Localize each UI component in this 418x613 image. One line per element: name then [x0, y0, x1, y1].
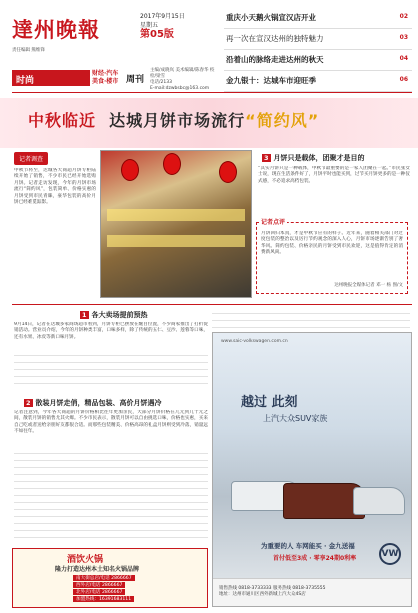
ad-offer: 首付低至3成 · 零享24期0利率: [273, 555, 357, 562]
sec1-body: 9月14日，记者在达城多家商场超市看到，月饼专柜已摆放在醒目位置，不少商家推出了打折促销活动。营业员介绍，今年的月饼种类丰富，口味多样，除了传统的五仁、豆沙、莲蓉等口味，还有水果、冰皮等新口味月饼。: [14, 322, 208, 340]
headline-item[interactable]: [224, 71, 412, 92]
section-name: 时尚: [16, 76, 35, 86]
page-number: 第05版: [140, 29, 174, 40]
hotpot-advertisement[interactable]: [12, 548, 208, 608]
supermarket-photo: [100, 150, 252, 298]
sec2-number: 2: [26, 399, 31, 407]
headline-item[interactable]: [224, 29, 412, 50]
divider: [12, 92, 412, 93]
byline: 达州晚报全媒体记者 邓一 杨 图/文: [334, 283, 403, 288]
ad-title: 越过 此刻: [241, 395, 298, 410]
headline-page: 02: [399, 13, 408, 20]
hotpot-title: 酒饮火锅: [67, 555, 104, 565]
hotpot-phone: 西外店/电话 2866667: [73, 582, 125, 588]
sec2-body: 记者注意到，今年各大商超的月饼价格相比往年更加亲民，大部分月饼价格在几元到几十元之间，散装月饼的销售尤其火爆。不少市民表示，散装月饼可以自由挑选口味，价格也实惠，买来自己吃或者送给亲朋好友都很合适。而那些包装精美、价格高昂的礼盒月饼则受到冷落，销量远不如往年。: [14, 410, 208, 435]
hotpot-phone: 南大街总店/电话 2866667: [73, 575, 135, 581]
sec2-heading: [24, 398, 162, 408]
divider: [12, 304, 412, 305]
issue-info: [140, 12, 185, 39]
headline-page: 06: [399, 76, 408, 83]
headline-page: 04: [399, 55, 408, 62]
headline-title: 重庆小天鹅火锅宣汉店开业: [226, 13, 316, 22]
sec1-title: 各大卖场提前预热: [91, 311, 148, 319]
headline-main: 达城月饼市场流行: [109, 111, 246, 130]
section-sub-2: 美食·楼市: [92, 78, 119, 85]
section-sub-1: 财经·汽车: [92, 70, 119, 77]
dept-line-1: 主编/成晓岚 美术编辑/陈春华 校检/梁雪: [150, 68, 215, 79]
section-subtitles: [92, 70, 118, 86]
dept-line-2: 电话/2133: [150, 80, 172, 85]
sec3-heading: [262, 153, 412, 163]
lantern-icon: [121, 159, 139, 181]
ad-dealer-strip: [213, 578, 411, 606]
sec3-body: “其实月饼只是一种载体，中秋节最重要的是一家人团聚在一起。”市民张女士说，现在生活条件好了，月饼平时也能买到，过节买月饼更多的是一种仪式感，不必追求高档包装。: [258, 166, 410, 184]
sec1-heading: [80, 310, 148, 320]
issue-date: 2017年9月15日: [140, 13, 185, 20]
lantern-icon: [163, 153, 181, 175]
hotpot-phone: 北外店/电话 2866667: [73, 589, 125, 595]
editor-comment-text: 月饼回归本真，才是中秋节应有的样子。近年来，随着相关部门对过度包装的整治以及厉行节约观念的深入人心，月饼市场逐渐告别了奢华风。简约包装、价格亲民的月饼受到市民欢迎，这是值得肯定的消费新风尚。: [261, 231, 403, 256]
headline-highlight: “简约风”: [245, 111, 320, 130]
sec3-number: 3: [264, 154, 269, 162]
ad-subtitle: 上汽大众SUV家族: [263, 414, 328, 423]
headline-index: [224, 8, 412, 92]
ad-phone: 销售热线 0818-3733333 服务热线 0818-3735555: [219, 586, 326, 591]
lantern-icon: [219, 161, 237, 183]
car-advertisement[interactable]: [212, 332, 412, 607]
hotpot-subtitle: 隆力打造达州本土知名火锅品牌: [55, 566, 140, 573]
headline-title: 沿着山的脉络走进达州的秋天: [226, 55, 324, 64]
volkswagen-logo-icon: VW: [379, 543, 401, 565]
email-line: E-mail:dzwbsbc@163.com: [150, 86, 210, 91]
headline-item[interactable]: [224, 50, 412, 71]
headline-pre: 中秋临近: [28, 111, 97, 130]
suv-silver-icon: [353, 487, 405, 515]
sec1-right-column: [212, 308, 410, 330]
hotpot-phone: 加盟热线：16391683111: [73, 596, 134, 602]
editor-comment-box: [256, 222, 408, 294]
masthead-credits: [12, 48, 212, 54]
display-shelf: [107, 209, 245, 221]
sec3-title: 月饼只是载体，团聚才是目的: [273, 154, 365, 162]
kicker-badge: 记者调查: [14, 152, 48, 165]
ad-price-line: 为重要的人 车网能买 · 金九送福: [261, 542, 355, 550]
section-title-bar: [12, 70, 90, 86]
display-shelf: [107, 235, 245, 247]
issue-weekday: 星期五: [140, 22, 159, 29]
newspaper-logo: 達州晚報: [12, 17, 100, 42]
sec2-title: 散装月饼走俏，精品包装、高价月饼遇冷: [35, 399, 162, 407]
editor-comment-tag: 记者点评: [261, 219, 286, 226]
main-headline: [28, 108, 408, 131]
headline-title: 金九银十：达城车市迎旺季: [226, 76, 316, 85]
editor-line: 责任编辑 熊维锋: [12, 48, 45, 53]
lead-paragraph: 中秋节将至，达城各大商超月饼专柜陆续开始了销售，不少市民已经开始选购月饼。记者走访发现，今年的月饼市场流行“简约风”，包装简单、价格实惠的月饼受到市民青睐，豪华包装的高价月饼已经难觅踪影。: [14, 168, 96, 206]
headline-page: 03: [399, 34, 408, 41]
dept-credits: [150, 68, 220, 92]
sec1-number: 1: [82, 311, 87, 319]
section-label: 周刊: [126, 75, 145, 85]
sec1-body-continued: [14, 350, 208, 390]
sec2-body-continued: [14, 448, 208, 544]
ad-url: www.saic-volkswagen.com.cn: [221, 339, 288, 344]
headline-title: 再一次在宣汉达州的独特魅力: [226, 34, 324, 43]
headline-item[interactable]: [224, 8, 412, 29]
ad-address: 地址：达州市通川区西外新城上汽大众4S店: [219, 592, 306, 597]
